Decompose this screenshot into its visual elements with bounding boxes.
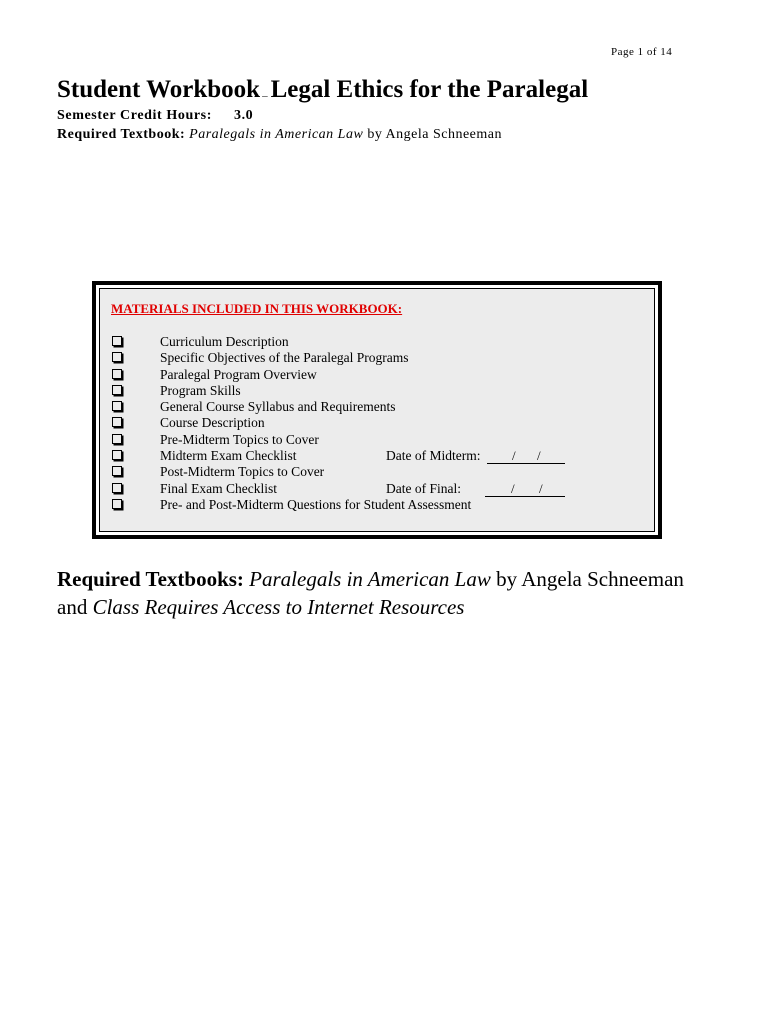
checkbox-icon[interactable] (112, 336, 122, 346)
required-textbook (57, 127, 502, 143)
materials-item-syllabus (111, 399, 396, 415)
materials-item-program-skills (111, 382, 241, 399)
date-separator: / (539, 480, 543, 496)
credit-hours-value: 3.0 (233, 108, 254, 123)
checkbox-icon[interactable] (112, 369, 122, 379)
materials-box-inner (99, 288, 655, 532)
required-textbook-author: by Angela Schneeman (367, 127, 502, 142)
checkbox-icon[interactable] (112, 385, 122, 395)
materials-item-assessment-questions (111, 496, 472, 513)
date-separator: / (537, 448, 541, 464)
required-textbooks-extra: Class Requires Access to Internet Resources (92, 595, 465, 619)
materials-item-label: Post-Midterm Topics to Cover (160, 464, 325, 480)
title-dash: – (262, 90, 268, 102)
materials-item-midterm-checklist (111, 448, 541, 464)
materials-item-program-overview (111, 366, 317, 383)
checkbox-icon[interactable] (112, 401, 122, 411)
checkbox-icon[interactable] (112, 434, 122, 444)
materials-box (92, 281, 662, 539)
required-textbook-title: Paralegals in American Law (189, 127, 364, 142)
materials-item-label: Course Description (160, 415, 265, 431)
materials-item-post-midterm-topics (111, 464, 325, 480)
materials-item-label: Program Skills (160, 382, 241, 398)
required-textbooks-title: Paralegals in American Law (249, 567, 491, 591)
checkbox-icon[interactable] (112, 352, 122, 362)
materials-item-pre-midterm-topics (111, 431, 319, 448)
midterm-date-label: Date of Midterm: (386, 448, 481, 464)
materials-item-label: Midterm Exam Checklist (160, 448, 297, 464)
checkbox-icon[interactable] (112, 466, 122, 476)
materials-item-final-checklist (111, 480, 543, 497)
date-separator: / (511, 480, 515, 496)
final-date-field[interactable] (485, 481, 565, 497)
final-date-label: Date of Final: (386, 480, 461, 496)
checkbox-icon[interactable] (112, 483, 122, 493)
required-textbooks-author: by Angela Schneeman and (57, 567, 684, 619)
materials-item-label: Paralegal Program Overview (160, 366, 317, 382)
required-textbooks-label: Required Textbooks: (57, 567, 244, 591)
required-textbook-label: Required Textbook: (57, 127, 186, 142)
checkbox-icon[interactable] (112, 450, 122, 460)
checkbox-icon[interactable] (112, 417, 122, 427)
date-separator: / (512, 448, 516, 464)
materials-item-course-description (111, 415, 265, 431)
materials-item-label: Final Exam Checklist (160, 480, 277, 496)
materials-item-label: Pre-Midterm Topics to Cover (160, 431, 319, 447)
title-part-1: Student Workbook (57, 76, 261, 103)
materials-item-curriculum-description (111, 334, 289, 350)
materials-item-label: Pre- and Post-Midterm Questions for Student Assessment (160, 496, 472, 512)
materials-item-label: Curriculum Description (160, 334, 289, 349)
materials-heading: MATERIALS INCLUDED IN THIS WORKBOOK: (111, 301, 403, 316)
checkbox-icon[interactable] (112, 499, 122, 509)
document-title (57, 76, 588, 104)
title-part-2: Legal Ethics for the Paralegal (270, 76, 589, 103)
materials-item-label: General Course Syllabus and Requirements (160, 399, 396, 415)
materials-list (111, 334, 543, 513)
midterm-date-field[interactable] (487, 448, 565, 464)
materials-item-specific-objectives (111, 350, 409, 366)
required-textbooks (57, 565, 697, 621)
credit-hours-label: Semester Credit Hours: (57, 108, 212, 123)
materials-item-label: Specific Objectives of the Paralegal Programs (160, 350, 409, 366)
credit-hours (57, 108, 253, 124)
page-number: Page 1 of 14 (611, 46, 673, 58)
